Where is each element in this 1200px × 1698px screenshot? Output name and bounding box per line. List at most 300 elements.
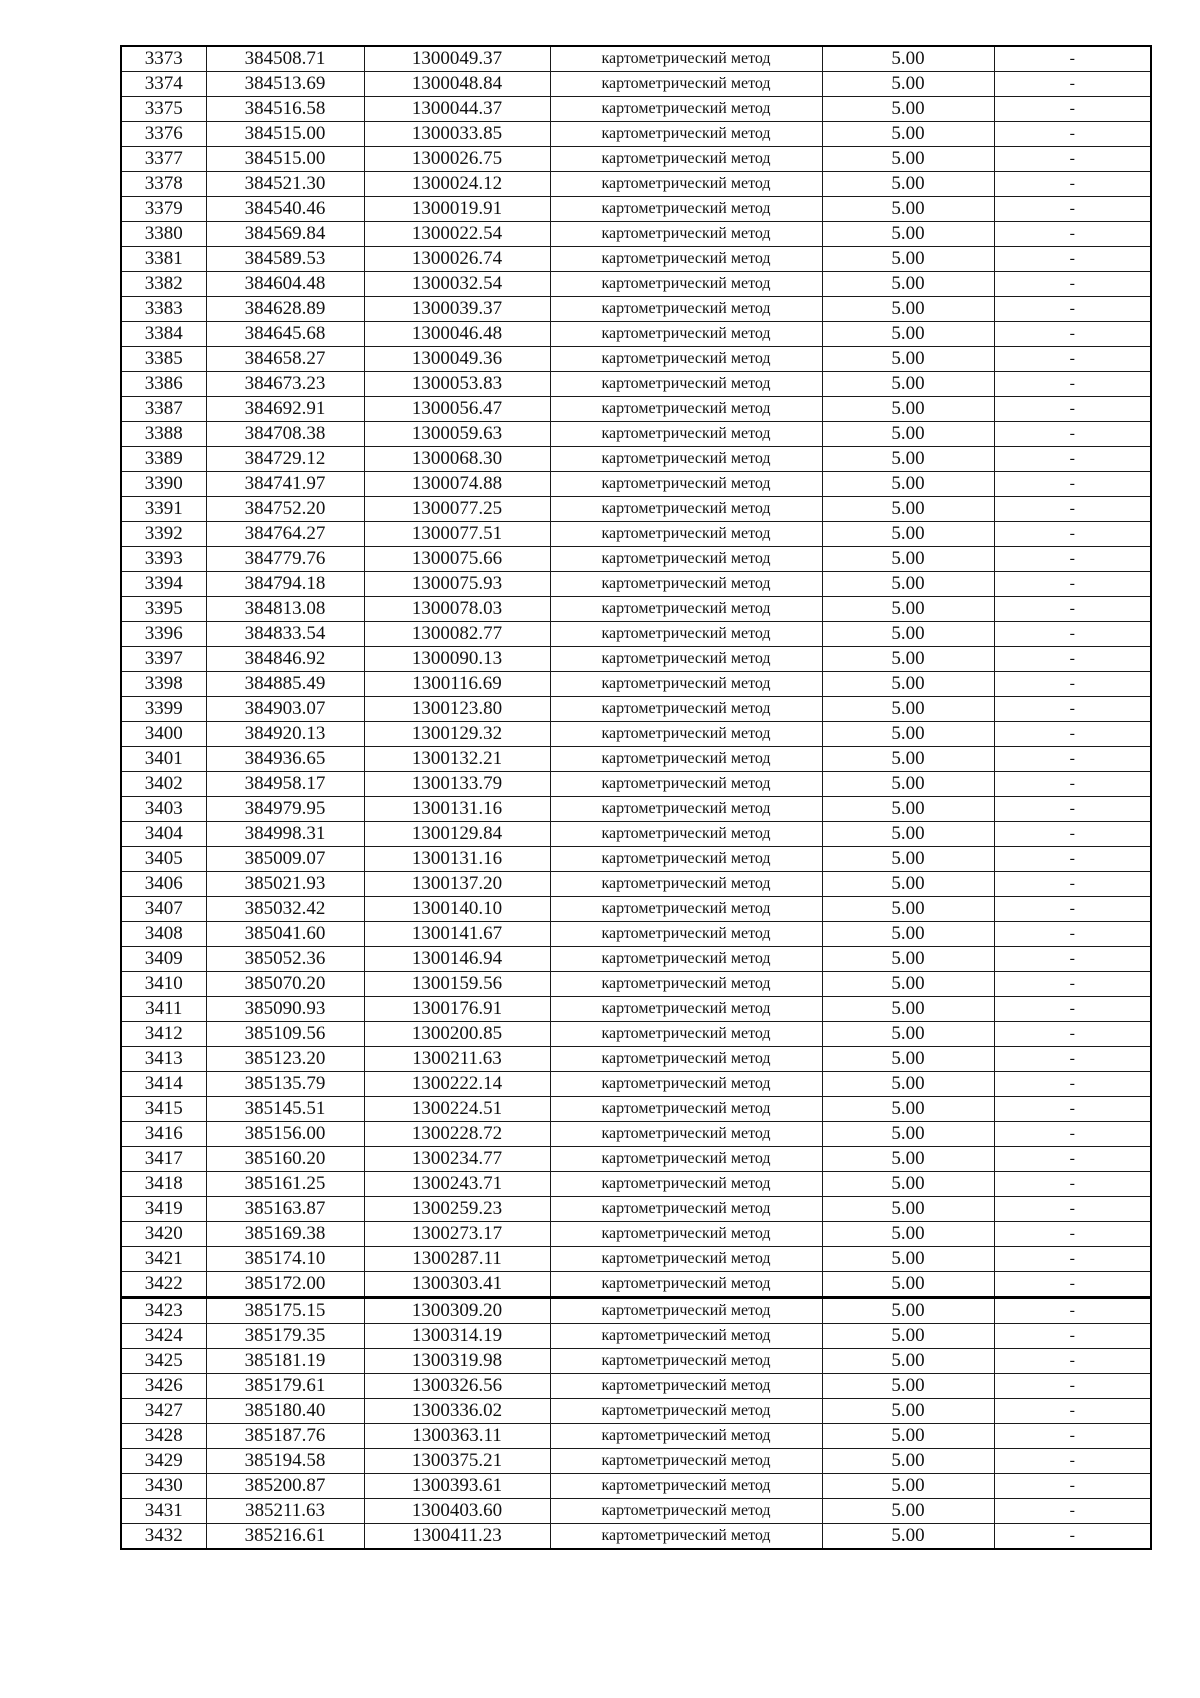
accuracy-cell: 5.00 — [822, 1197, 994, 1222]
y-coordinate-cell: 1300049.37 — [364, 46, 550, 72]
y-coordinate-cell: 1300234.77 — [364, 1147, 550, 1172]
method-cell: картометрический метод — [550, 1147, 822, 1172]
point-number-cell: 3415 — [121, 1097, 206, 1122]
table-row — [121, 922, 1151, 947]
note-cell: - — [994, 1474, 1151, 1499]
method-cell: картометрический метод — [550, 872, 822, 897]
x-coordinate-cell: 385216.61 — [206, 1524, 364, 1550]
x-coordinate-cell: 384515.00 — [206, 147, 364, 172]
point-number-cell: 3382 — [121, 272, 206, 297]
accuracy-cell: 5.00 — [822, 1399, 994, 1424]
note-cell: - — [994, 1222, 1151, 1247]
note-cell: - — [994, 147, 1151, 172]
note-cell: - — [994, 1047, 1151, 1072]
method-cell: картометрический метод — [550, 1247, 822, 1272]
y-coordinate-cell: 1300075.66 — [364, 547, 550, 572]
note-cell: - — [994, 447, 1151, 472]
table-row — [121, 1147, 1151, 1172]
point-number-cell: 3385 — [121, 347, 206, 372]
accuracy-cell: 5.00 — [822, 1524, 994, 1550]
x-coordinate-cell: 385169.38 — [206, 1222, 364, 1247]
table-row — [121, 1499, 1151, 1524]
y-coordinate-cell: 1300024.12 — [364, 172, 550, 197]
note-cell: - — [994, 347, 1151, 372]
y-coordinate-cell: 1300140.10 — [364, 897, 550, 922]
x-coordinate-cell: 384673.23 — [206, 372, 364, 397]
accuracy-cell: 5.00 — [822, 647, 994, 672]
note-cell: - — [994, 1197, 1151, 1222]
point-number-cell: 3414 — [121, 1072, 206, 1097]
point-number-cell: 3389 — [121, 447, 206, 472]
y-coordinate-cell: 1300026.74 — [364, 247, 550, 272]
y-coordinate-cell: 1300200.85 — [364, 1022, 550, 1047]
x-coordinate-cell: 384628.89 — [206, 297, 364, 322]
point-number-cell: 3374 — [121, 72, 206, 97]
point-number-cell: 3375 — [121, 97, 206, 122]
y-coordinate-cell: 1300059.63 — [364, 422, 550, 447]
method-cell: картометрический метод — [550, 1047, 822, 1072]
table-row — [121, 547, 1151, 572]
note-cell: - — [994, 747, 1151, 772]
x-coordinate-cell: 385180.40 — [206, 1399, 364, 1424]
accuracy-cell: 5.00 — [822, 1474, 994, 1499]
method-cell: картометрический метод — [550, 472, 822, 497]
x-coordinate-cell: 384741.97 — [206, 472, 364, 497]
method-cell: картометрический метод — [550, 1222, 822, 1247]
note-cell: - — [994, 497, 1151, 522]
method-cell: картометрический метод — [550, 347, 822, 372]
method-cell: картометрический метод — [550, 522, 822, 547]
accuracy-cell: 5.00 — [822, 1172, 994, 1197]
method-cell: картометрический метод — [550, 947, 822, 972]
note-cell: - — [994, 847, 1151, 872]
x-coordinate-cell: 384794.18 — [206, 572, 364, 597]
table-row — [121, 147, 1151, 172]
y-coordinate-cell: 1300026.75 — [364, 147, 550, 172]
accuracy-cell: 5.00 — [822, 1097, 994, 1122]
table-row — [121, 322, 1151, 347]
table-row — [121, 1298, 1151, 1324]
note-cell: - — [994, 772, 1151, 797]
method-cell: картометрический метод — [550, 1197, 822, 1222]
table-row — [121, 422, 1151, 447]
y-coordinate-cell: 1300123.80 — [364, 697, 550, 722]
accuracy-cell: 5.00 — [822, 1349, 994, 1374]
x-coordinate-cell: 385052.36 — [206, 947, 364, 972]
x-coordinate-cell: 384813.08 — [206, 597, 364, 622]
method-cell: картометрический метод — [550, 122, 822, 147]
point-number-cell: 3391 — [121, 497, 206, 522]
point-number-cell: 3410 — [121, 972, 206, 997]
point-number-cell: 3428 — [121, 1424, 206, 1449]
point-number-cell: 3373 — [121, 46, 206, 72]
accuracy-cell: 5.00 — [822, 1047, 994, 1072]
method-cell: картометрический метод — [550, 197, 822, 222]
accuracy-cell: 5.00 — [822, 972, 994, 997]
accuracy-cell: 5.00 — [822, 46, 994, 72]
y-coordinate-cell: 1300309.20 — [364, 1298, 550, 1324]
table-row — [121, 1097, 1151, 1122]
table-row — [121, 1022, 1151, 1047]
point-number-cell: 3409 — [121, 947, 206, 972]
table-row — [121, 297, 1151, 322]
method-cell: картометрический метод — [550, 1374, 822, 1399]
accuracy-cell: 5.00 — [822, 497, 994, 522]
table-row — [121, 122, 1151, 147]
table-row — [121, 1399, 1151, 1424]
table-row — [121, 222, 1151, 247]
y-coordinate-cell: 1300068.30 — [364, 447, 550, 472]
note-cell: - — [994, 397, 1151, 422]
note-cell: - — [994, 1324, 1151, 1349]
x-coordinate-cell: 385174.10 — [206, 1247, 364, 1272]
method-cell: картометрический метод — [550, 1349, 822, 1374]
note-cell: - — [994, 1072, 1151, 1097]
table-row — [121, 1272, 1151, 1298]
note-cell: - — [994, 272, 1151, 297]
y-coordinate-cell: 1300133.79 — [364, 772, 550, 797]
note-cell: - — [994, 622, 1151, 647]
table-row — [121, 372, 1151, 397]
point-number-cell: 3423 — [121, 1298, 206, 1324]
point-number-cell: 3396 — [121, 622, 206, 647]
table-row — [121, 947, 1151, 972]
table-row — [121, 497, 1151, 522]
note-cell: - — [994, 1374, 1151, 1399]
accuracy-cell: 5.00 — [822, 147, 994, 172]
method-cell: картометрический метод — [550, 847, 822, 872]
method-cell: картометрический метод — [550, 1272, 822, 1298]
table-row — [121, 822, 1151, 847]
point-number-cell: 3432 — [121, 1524, 206, 1550]
note-cell: - — [994, 172, 1151, 197]
table-row — [121, 797, 1151, 822]
coordinates-table — [120, 45, 1152, 1550]
note-cell: - — [994, 572, 1151, 597]
note-cell: - — [994, 1247, 1151, 1272]
method-cell: картометрический метод — [550, 497, 822, 522]
note-cell: - — [994, 1147, 1151, 1172]
method-cell: картометрический метод — [550, 1449, 822, 1474]
note-cell: - — [994, 1424, 1151, 1449]
accuracy-cell: 5.00 — [822, 1298, 994, 1324]
method-cell: картометрический метод — [550, 1122, 822, 1147]
note-cell: - — [994, 1298, 1151, 1324]
method-cell: картометрический метод — [550, 697, 822, 722]
method-cell: картометрический метод — [550, 797, 822, 822]
point-number-cell: 3424 — [121, 1324, 206, 1349]
note-cell: - — [994, 122, 1151, 147]
y-coordinate-cell: 1300287.11 — [364, 1247, 550, 1272]
y-coordinate-cell: 1300053.83 — [364, 372, 550, 397]
note-cell: - — [994, 797, 1151, 822]
x-coordinate-cell: 384920.13 — [206, 722, 364, 747]
table-row — [121, 1247, 1151, 1272]
y-coordinate-cell: 1300228.72 — [364, 1122, 550, 1147]
method-cell: картометрический метод — [550, 572, 822, 597]
method-cell: картометрический метод — [550, 922, 822, 947]
x-coordinate-cell: 384589.53 — [206, 247, 364, 272]
x-coordinate-cell: 385160.20 — [206, 1147, 364, 1172]
note-cell: - — [994, 46, 1151, 72]
table-row — [121, 97, 1151, 122]
accuracy-cell: 5.00 — [822, 347, 994, 372]
accuracy-cell: 5.00 — [822, 947, 994, 972]
point-number-cell: 3403 — [121, 797, 206, 822]
point-number-cell: 3422 — [121, 1272, 206, 1298]
point-number-cell: 3379 — [121, 197, 206, 222]
y-coordinate-cell: 1300075.93 — [364, 572, 550, 597]
x-coordinate-cell: 384692.91 — [206, 397, 364, 422]
x-coordinate-cell: 384833.54 — [206, 622, 364, 647]
accuracy-cell: 5.00 — [822, 672, 994, 697]
table-row — [121, 697, 1151, 722]
note-cell: - — [994, 897, 1151, 922]
y-coordinate-cell: 1300039.37 — [364, 297, 550, 322]
accuracy-cell: 5.00 — [822, 522, 994, 547]
x-coordinate-cell: 385163.87 — [206, 1197, 364, 1222]
method-cell: картометрический метод — [550, 1298, 822, 1324]
table-row — [121, 772, 1151, 797]
note-cell: - — [994, 597, 1151, 622]
y-coordinate-cell: 1300116.69 — [364, 672, 550, 697]
note-cell: - — [994, 372, 1151, 397]
note-cell: - — [994, 322, 1151, 347]
method-cell: картометрический метод — [550, 672, 822, 697]
note-cell: - — [994, 72, 1151, 97]
table-row — [121, 1072, 1151, 1097]
y-coordinate-cell: 1300273.17 — [364, 1222, 550, 1247]
accuracy-cell: 5.00 — [822, 1449, 994, 1474]
x-coordinate-cell: 385181.19 — [206, 1349, 364, 1374]
y-coordinate-cell: 1300078.03 — [364, 597, 550, 622]
table-row — [121, 647, 1151, 672]
method-cell: картометрический метод — [550, 372, 822, 397]
method-cell: картометрический метод — [550, 772, 822, 797]
method-cell: картометрический метод — [550, 397, 822, 422]
point-number-cell: 3377 — [121, 147, 206, 172]
method-cell: картометрический метод — [550, 1324, 822, 1349]
accuracy-cell: 5.00 — [822, 172, 994, 197]
x-coordinate-cell: 384764.27 — [206, 522, 364, 547]
y-coordinate-cell: 1300411.23 — [364, 1524, 550, 1550]
point-number-cell: 3397 — [121, 647, 206, 672]
accuracy-cell: 5.00 — [822, 997, 994, 1022]
method-cell: картометрический метод — [550, 597, 822, 622]
point-number-cell: 3386 — [121, 372, 206, 397]
x-coordinate-cell: 384658.27 — [206, 347, 364, 372]
accuracy-cell: 5.00 — [822, 622, 994, 647]
point-number-cell: 3408 — [121, 922, 206, 947]
accuracy-cell: 5.00 — [822, 572, 994, 597]
x-coordinate-cell: 385123.20 — [206, 1047, 364, 1072]
accuracy-cell: 5.00 — [822, 222, 994, 247]
method-cell: картометрический метод — [550, 1424, 822, 1449]
table-row — [121, 1122, 1151, 1147]
accuracy-cell: 5.00 — [822, 272, 994, 297]
accuracy-cell: 5.00 — [822, 1147, 994, 1172]
x-coordinate-cell: 385009.07 — [206, 847, 364, 872]
method-cell: картометрический метод — [550, 1399, 822, 1424]
note-cell: - — [994, 222, 1151, 247]
y-coordinate-cell: 1300259.23 — [364, 1197, 550, 1222]
x-coordinate-cell: 384958.17 — [206, 772, 364, 797]
point-number-cell: 3384 — [121, 322, 206, 347]
y-coordinate-cell: 1300375.21 — [364, 1449, 550, 1474]
method-cell: картометрический метод — [550, 46, 822, 72]
method-cell: картометрический метод — [550, 322, 822, 347]
method-cell: картометрический метод — [550, 97, 822, 122]
point-number-cell: 3380 — [121, 222, 206, 247]
accuracy-cell: 5.00 — [822, 372, 994, 397]
y-coordinate-cell: 1300243.71 — [364, 1172, 550, 1197]
table-row — [121, 472, 1151, 497]
y-coordinate-cell: 1300077.25 — [364, 497, 550, 522]
x-coordinate-cell: 385145.51 — [206, 1097, 364, 1122]
note-cell: - — [994, 947, 1151, 972]
method-cell: картометрический метод — [550, 722, 822, 747]
x-coordinate-cell: 384515.00 — [206, 122, 364, 147]
note-cell: - — [994, 472, 1151, 497]
table-row — [121, 747, 1151, 772]
point-number-cell: 3394 — [121, 572, 206, 597]
accuracy-cell: 5.00 — [822, 197, 994, 222]
x-coordinate-cell: 384752.20 — [206, 497, 364, 522]
y-coordinate-cell: 1300033.85 — [364, 122, 550, 147]
accuracy-cell: 5.00 — [822, 872, 994, 897]
x-coordinate-cell: 384708.38 — [206, 422, 364, 447]
method-cell: картометрический метод — [550, 647, 822, 672]
accuracy-cell: 5.00 — [822, 1122, 994, 1147]
x-coordinate-cell: 384779.76 — [206, 547, 364, 572]
table-row — [121, 397, 1151, 422]
point-number-cell: 3429 — [121, 1449, 206, 1474]
coordinates-table-body — [121, 46, 1151, 1549]
method-cell: картометрический метод — [550, 997, 822, 1022]
method-cell: картометрический метод — [550, 1072, 822, 1097]
table-row — [121, 197, 1151, 222]
method-cell: картометрический метод — [550, 1474, 822, 1499]
accuracy-cell: 5.00 — [822, 697, 994, 722]
point-number-cell: 3393 — [121, 547, 206, 572]
table-row — [121, 847, 1151, 872]
table-row — [121, 522, 1151, 547]
point-number-cell: 3387 — [121, 397, 206, 422]
point-number-cell: 3399 — [121, 697, 206, 722]
table-row — [121, 72, 1151, 97]
note-cell: - — [994, 422, 1151, 447]
method-cell: картометрический метод — [550, 1172, 822, 1197]
table-row — [121, 897, 1151, 922]
x-coordinate-cell: 385194.58 — [206, 1449, 364, 1474]
y-coordinate-cell: 1300176.91 — [364, 997, 550, 1022]
x-coordinate-cell: 384645.68 — [206, 322, 364, 347]
note-cell: - — [994, 1272, 1151, 1298]
method-cell: картометрический метод — [550, 297, 822, 322]
x-coordinate-cell: 385109.56 — [206, 1022, 364, 1047]
table-row — [121, 872, 1151, 897]
point-number-cell: 3395 — [121, 597, 206, 622]
table-row — [121, 972, 1151, 997]
y-coordinate-cell: 1300137.20 — [364, 872, 550, 897]
method-cell: картометрический метод — [550, 1022, 822, 1047]
y-coordinate-cell: 1300049.36 — [364, 347, 550, 372]
point-number-cell: 3411 — [121, 997, 206, 1022]
note-cell: - — [994, 672, 1151, 697]
point-number-cell: 3418 — [121, 1172, 206, 1197]
table-row — [121, 672, 1151, 697]
x-coordinate-cell: 385211.63 — [206, 1499, 364, 1524]
point-number-cell: 3400 — [121, 722, 206, 747]
note-cell: - — [994, 1022, 1151, 1047]
table-row — [121, 722, 1151, 747]
y-coordinate-cell: 1300074.88 — [364, 472, 550, 497]
y-coordinate-cell: 1300319.98 — [364, 1349, 550, 1374]
y-coordinate-cell: 1300131.16 — [364, 847, 550, 872]
table-row — [121, 1349, 1151, 1374]
method-cell: картометрический метод — [550, 222, 822, 247]
x-coordinate-cell: 385021.93 — [206, 872, 364, 897]
x-coordinate-cell: 385172.00 — [206, 1272, 364, 1298]
y-coordinate-cell: 1300363.11 — [364, 1424, 550, 1449]
y-coordinate-cell: 1300336.02 — [364, 1399, 550, 1424]
point-number-cell: 3402 — [121, 772, 206, 797]
note-cell: - — [994, 547, 1151, 572]
table-row — [121, 1222, 1151, 1247]
point-number-cell: 3401 — [121, 747, 206, 772]
accuracy-cell: 5.00 — [822, 822, 994, 847]
x-coordinate-cell: 385161.25 — [206, 1172, 364, 1197]
point-number-cell: 3413 — [121, 1047, 206, 1072]
accuracy-cell: 5.00 — [822, 422, 994, 447]
note-cell: - — [994, 197, 1151, 222]
point-number-cell: 3407 — [121, 897, 206, 922]
table-row — [121, 1197, 1151, 1222]
accuracy-cell: 5.00 — [822, 322, 994, 347]
note-cell: - — [994, 997, 1151, 1022]
x-coordinate-cell: 384846.92 — [206, 647, 364, 672]
table-row — [121, 1324, 1151, 1349]
x-coordinate-cell: 385135.79 — [206, 1072, 364, 1097]
note-cell: - — [994, 1172, 1151, 1197]
method-cell: картометрический метод — [550, 972, 822, 997]
method-cell: картометрический метод — [550, 447, 822, 472]
table-row — [121, 572, 1151, 597]
y-coordinate-cell: 1300082.77 — [364, 622, 550, 647]
point-number-cell: 3392 — [121, 522, 206, 547]
table-row — [121, 997, 1151, 1022]
x-coordinate-cell: 384729.12 — [206, 447, 364, 472]
x-coordinate-cell: 384885.49 — [206, 672, 364, 697]
note-cell: - — [994, 97, 1151, 122]
y-coordinate-cell: 1300022.54 — [364, 222, 550, 247]
method-cell: картометрический метод — [550, 897, 822, 922]
x-coordinate-cell: 384604.48 — [206, 272, 364, 297]
x-coordinate-cell: 385179.35 — [206, 1324, 364, 1349]
point-number-cell: 3419 — [121, 1197, 206, 1222]
accuracy-cell: 5.00 — [822, 747, 994, 772]
method-cell: картометрический метод — [550, 72, 822, 97]
point-number-cell: 3381 — [121, 247, 206, 272]
point-number-cell: 3406 — [121, 872, 206, 897]
x-coordinate-cell: 385090.93 — [206, 997, 364, 1022]
note-cell: - — [994, 647, 1151, 672]
method-cell: картометрический метод — [550, 172, 822, 197]
accuracy-cell: 5.00 — [822, 1424, 994, 1449]
table-row — [121, 1474, 1151, 1499]
x-coordinate-cell: 385179.61 — [206, 1374, 364, 1399]
note-cell: - — [994, 872, 1151, 897]
